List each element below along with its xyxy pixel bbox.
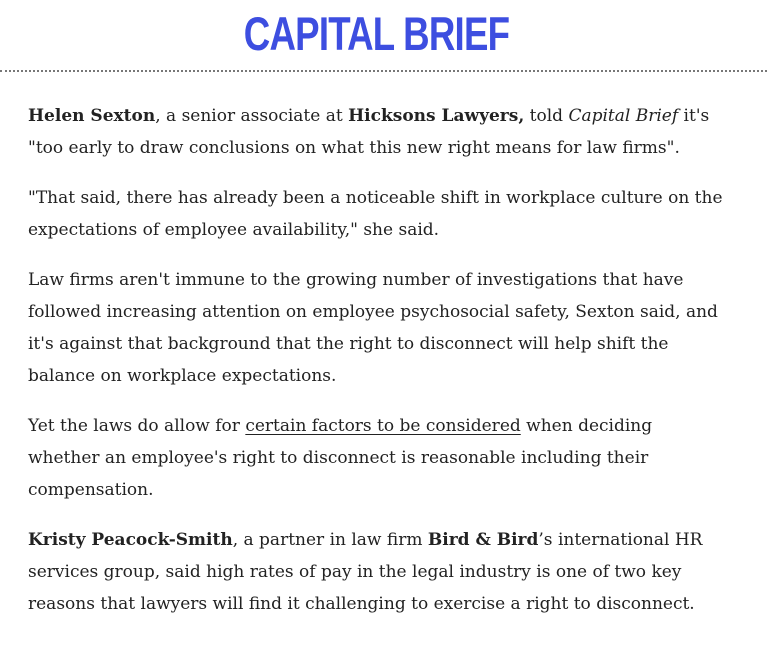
paragraph-2: "That said, there has already been a noticeable shift in workplace culture on the expectations of employee availability," she said. bbox=[28, 188, 723, 240]
person-name: Kristy Peacock-Smith bbox=[28, 530, 233, 550]
article-link[interactable]: certain factors to be considered bbox=[245, 416, 521, 436]
article-body bbox=[28, 100, 728, 638]
firm-name: Bird & Bird bbox=[427, 530, 539, 550]
paragraph-text: it's "too early to draw conclusions on what this new right means for law firms". bbox=[28, 106, 710, 158]
paragraph-text: , a partner in law firm bbox=[232, 530, 428, 550]
paragraph-text: ’s international HR services group, said high rates of pay in the legal industry is one of two key reasons that lawyers will find it challenging to exercise a right to disconnect. bbox=[28, 530, 703, 614]
site-logo[interactable]: CAPITAL BRIEF bbox=[243, 7, 510, 60]
paragraph-text: Yet the laws do allow for bbox=[28, 416, 246, 436]
paragraph-text: when deciding whether an employee's right to disconnect is reasonable including their compensation. bbox=[28, 416, 653, 500]
paragraph-4 bbox=[28, 410, 728, 506]
firm-name: Hicksons Lawyers, bbox=[348, 106, 525, 126]
publication-name: Capital Brief bbox=[568, 106, 679, 126]
paragraph-3: Law firms aren't immune to the growing number of investigations that have followed increasing attention on employee psychosocial safety, Sexton said, and it's against that background that the right to disconnect will help shift the balance on workplace expectations. bbox=[28, 270, 718, 386]
masthead bbox=[0, 0, 767, 72]
paragraph-5 bbox=[28, 524, 728, 620]
paragraph-text: , a senior associate at bbox=[155, 106, 349, 126]
paragraph-text: told bbox=[524, 106, 569, 126]
paragraph-1 bbox=[28, 100, 728, 164]
person-name: Helen Sexton bbox=[28, 106, 156, 126]
